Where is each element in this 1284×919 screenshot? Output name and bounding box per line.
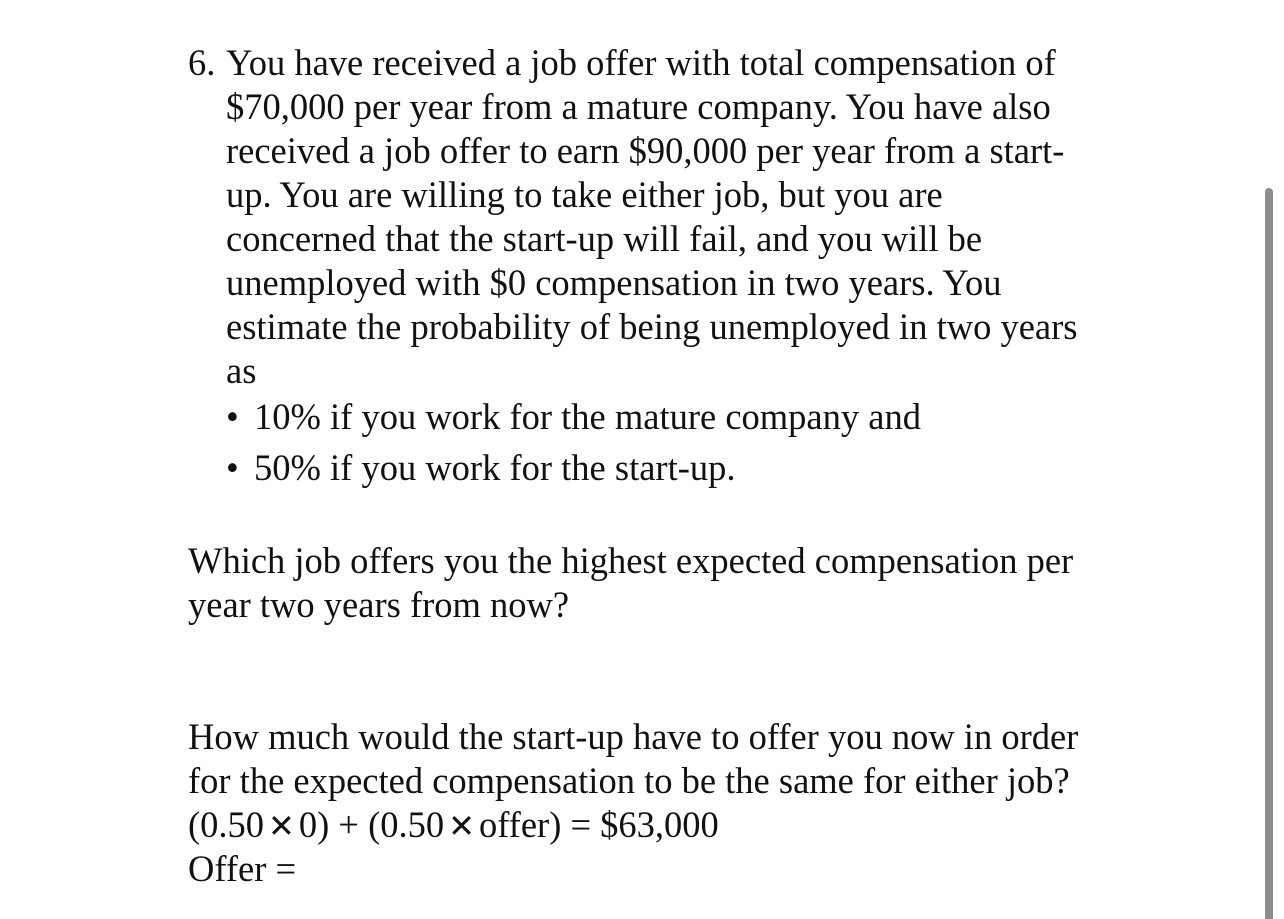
probability-list <box>226 395 1148 497</box>
question-line: estimate the probability of being unemployed in two years <box>226 306 1078 347</box>
bullet-text: 50% if you work for the start-up. <box>254 447 736 488</box>
question-line: concerned that the start-up will fail, and you will be <box>226 218 983 259</box>
equation <box>188 803 1078 847</box>
scrollbar-thumb[interactable] <box>1265 188 1273 919</box>
sub-question-line: for the expected compensation to be the same for either job? <box>188 760 1070 801</box>
sub-question-line: How much would the start-up have to offer you now in order <box>188 716 1079 757</box>
question-number: 6. <box>188 42 216 83</box>
equation-part: (0.50 <box>188 804 265 845</box>
sub-question-expected-compensation <box>188 539 1073 627</box>
sub-question-required-offer <box>188 715 1078 891</box>
list-item <box>226 446 1148 497</box>
bullet-icon: • <box>226 396 239 437</box>
sub-question-line: year two years from now? <box>188 584 570 625</box>
multiply-icon: ✕ <box>268 807 295 845</box>
question-line: You have received a job offer with total compensation of <box>226 42 1056 83</box>
question-line: as <box>226 350 257 391</box>
question-line: received a job offer to earn $90,000 per year from a start- <box>226 130 1065 171</box>
bullet-text: 10% if you work for the mature company and <box>254 396 921 437</box>
offer-answer-label: Offer = <box>188 848 297 889</box>
question-body <box>226 41 1148 393</box>
sub-question-line: Which job offers you the highest expected compensation per <box>188 540 1074 581</box>
question-line: $70,000 per year from a mature company. You have also <box>226 86 1051 127</box>
equation-part: offer) = $63,000 <box>478 804 719 845</box>
question-6 <box>188 41 1148 497</box>
question-line: unemployed with $0 compensation in two years. You <box>226 262 1002 303</box>
question-line: up. You are willing to take either job, but you are <box>226 174 943 215</box>
multiply-icon: ✕ <box>448 807 475 845</box>
bullet-icon: • <box>226 447 239 488</box>
list-item <box>226 395 1148 446</box>
equation-part: 0) + (0.50 <box>298 804 445 845</box>
